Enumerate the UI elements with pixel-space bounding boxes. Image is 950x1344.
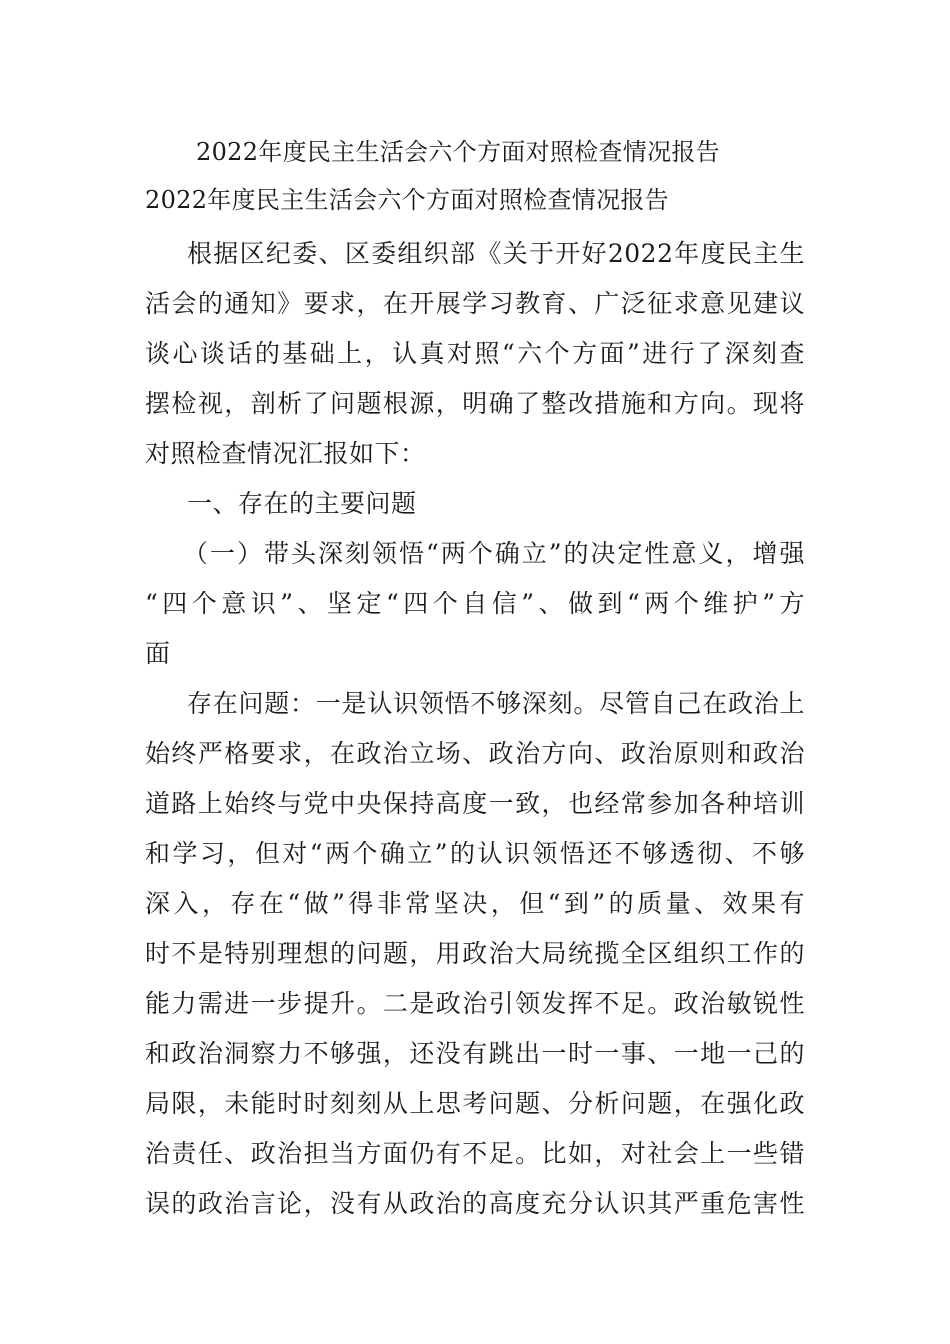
body-line: 始终严格要求，在政治立场、政治方向、政治原则和政治 xyxy=(145,739,805,768)
body-line: 误的政治言论，没有从政治的高度充分认识其严重危害性 xyxy=(145,1189,805,1218)
intro-line: 谈心谈话的基础上，认真对照“六个方面”进行了深刻查 xyxy=(145,339,805,368)
intro-line: 对照检查情况汇报如下： xyxy=(145,439,426,468)
subsection-heading-line: （一）带头深刻领悟“两个确立”的决定性意义，增强 xyxy=(183,539,805,568)
body-line: 时不是特别理想的问题，用政治大局统揽全区组织工作的 xyxy=(145,939,805,968)
body-line: 局限，未能时时刻刻从上思考问题、分析问题，在强化政 xyxy=(145,1089,805,1118)
intro-line: 根据区纪委、区委组织部《关于开好2022年度民主生 xyxy=(187,239,805,268)
subsection-heading-line: “四个意识”、坚定“四个自信”、做到“两个维护”方 xyxy=(145,589,805,618)
body-line: 治责任、政治担当方面仍有不足。比如，对社会上一些错 xyxy=(145,1139,805,1168)
body-line: 深入，存在“做”得非常坚决，但“到”的质量、效果有 xyxy=(145,889,805,918)
document-title-repeat: 2022年度民主生活会六个方面对照检查情况报告 xyxy=(145,186,669,214)
body-line: 存在问题：一是认识领悟不够深刻。尽管自己在政治上 xyxy=(187,689,805,718)
intro-line: 摆检视，剖析了问题根源，明确了整改措施和方向。现将 xyxy=(145,389,805,418)
body-line: 和政治洞察力不够强，还没有跳出一时一事、一地一己的 xyxy=(145,1039,805,1068)
subsection-heading-line: 面 xyxy=(145,639,171,668)
body-line: 道路上始终与党中央保持高度一致，也经常参加各种培训 xyxy=(145,789,805,818)
section-heading: 一、存在的主要问题 xyxy=(187,489,417,518)
body-line: 能力需进一步提升。二是政治引领发挥不足。政治敏锐性 xyxy=(145,989,805,1018)
document-title-centered: 2022年度民主生活会六个方面对照检查情况报告 xyxy=(196,138,720,166)
body-line: 和学习，但对“两个确立”的认识领悟还不够透彻、不够 xyxy=(145,839,805,868)
intro-line: 活会的通知》要求，在开展学习教育、广泛征求意见建议 xyxy=(145,289,805,318)
